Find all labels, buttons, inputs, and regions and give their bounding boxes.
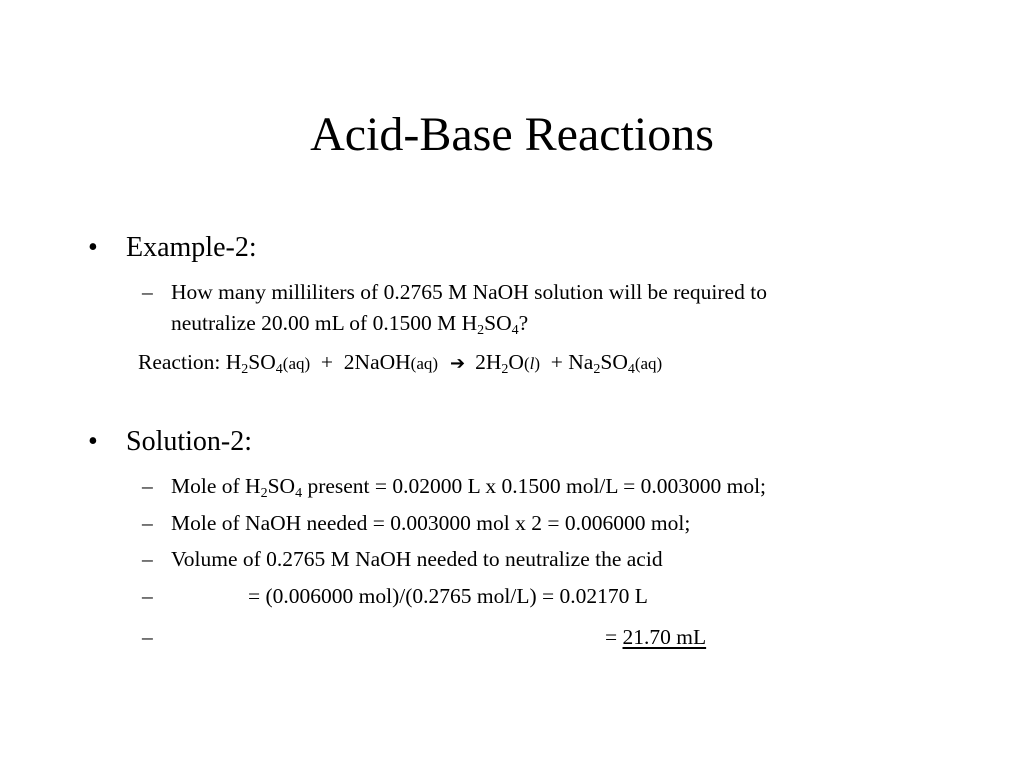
solution-line-3: Volume of 0.2765 M NaOH needed to neutralize the acid — [171, 547, 663, 571]
reaction-arrow-icon: ➔ — [450, 353, 466, 374]
bullet-marker: • — [88, 426, 98, 457]
solution-line-5: = 21.70 mL — [605, 625, 707, 649]
dash-marker: – — [142, 511, 153, 535]
dash-marker: – — [142, 547, 153, 571]
question-line-1: How many milliliters of 0.2765 M NaOH solution will be required to — [171, 280, 767, 304]
dash-marker: – — [142, 625, 153, 649]
solution-line-1: Mole of $H_2SO_4$ present = 0.02000 L x 0.1500 mol/L = 0.003000 mol; — [171, 474, 767, 501]
solution-line-4: = (0.006000 mol)/(0.2765 mol/L) = 0.02170 L — [248, 584, 648, 608]
dash-marker: – — [142, 474, 153, 498]
example-heading: Example-2: — [126, 232, 257, 263]
dash-marker: – — [142, 280, 153, 304]
question-line-2: neutralize 20.00 mL of 0.1500 M $H_2SO_4$? — [171, 311, 529, 338]
dash-marker: – — [142, 584, 153, 608]
slide-title: Acid-Base Reactions — [310, 108, 714, 161]
solution-line-2: Mole of NaOH needed = 0.003000 mol x 2 = 0.006000 mol; — [171, 511, 691, 535]
bullet-marker: • — [88, 232, 98, 263]
reaction-equation: Reaction: $H_2SO_4(aq)$ + 2NaOH(aq) ➔ $2H_2O(l) + Na_2SO_4(aq)$ — [138, 350, 663, 377]
solution-heading: Solution-2: — [126, 426, 253, 457]
final-answer: 21.70 mL — [622, 625, 707, 649]
